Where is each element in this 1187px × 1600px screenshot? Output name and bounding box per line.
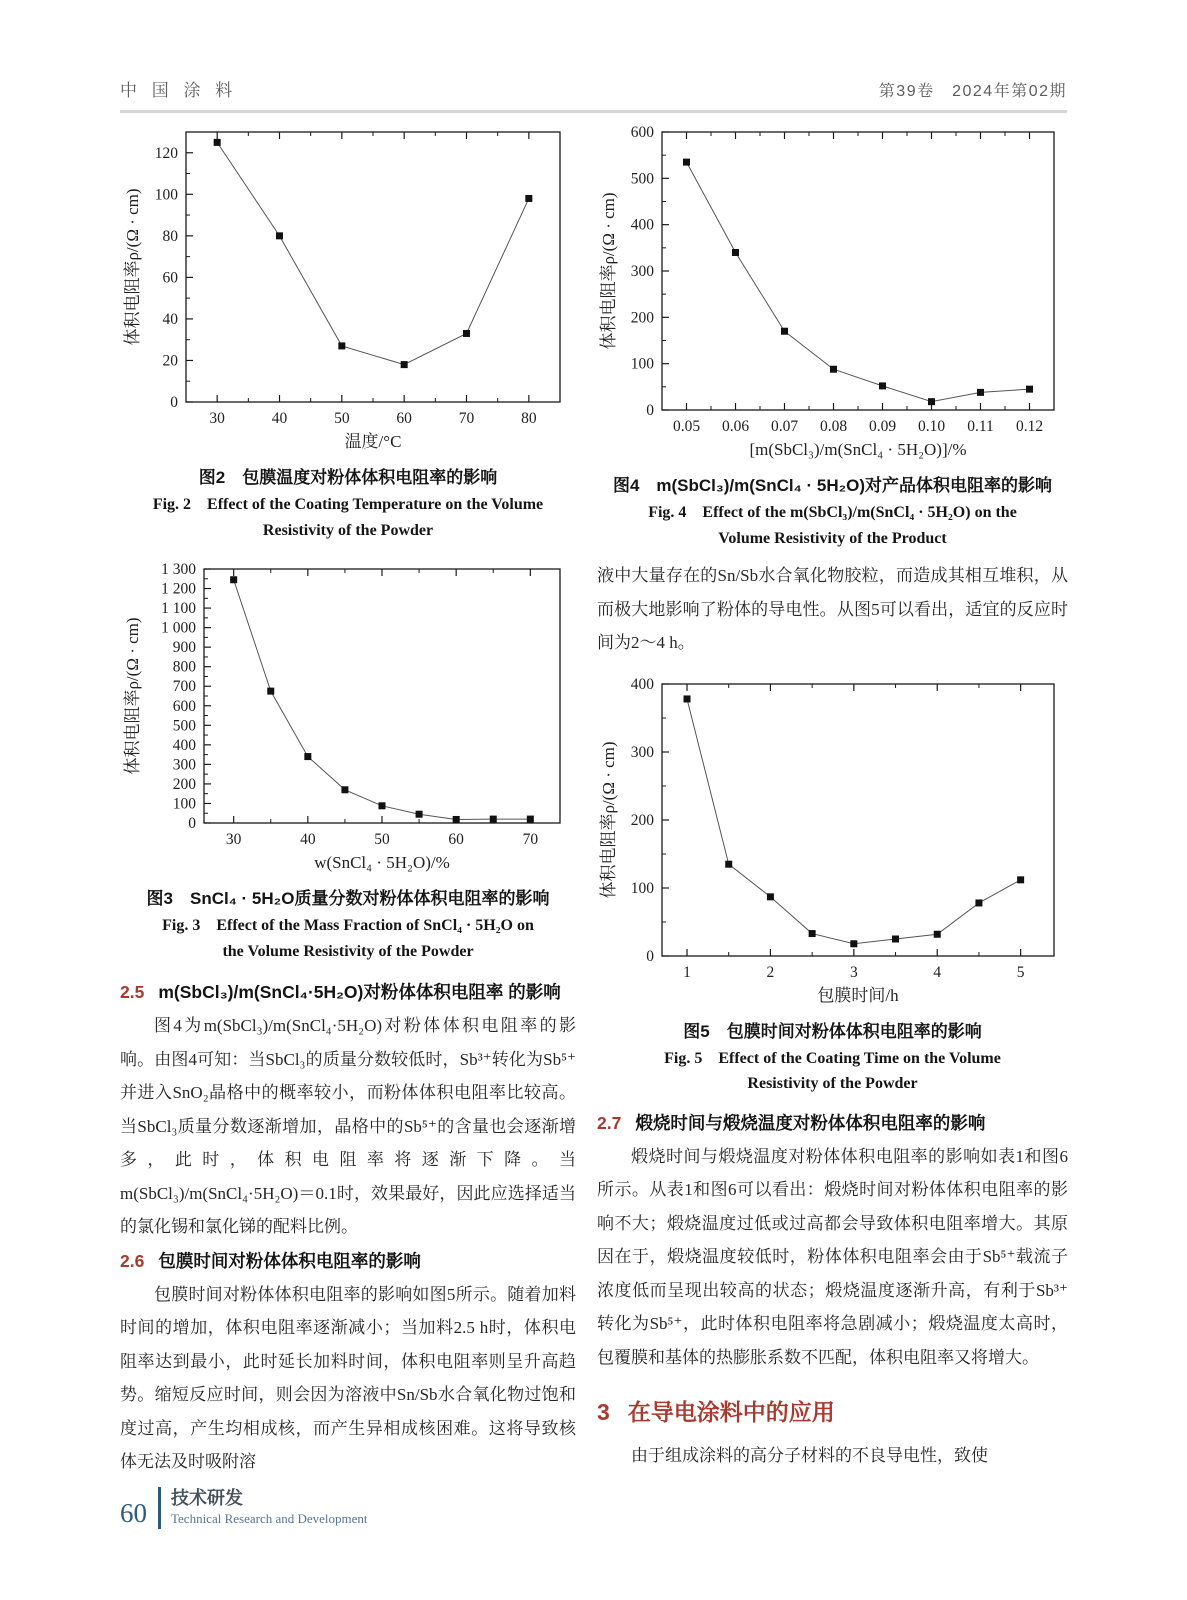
- section-2-6-number: 2.6: [120, 1250, 145, 1271]
- svg-text:0.08: 0.08: [819, 418, 847, 435]
- section-2-5-title: m(SbCl₃)/m(SnCl₄·5H₂O)对粉体体积电阻率 的影响: [158, 982, 561, 1003]
- content-columns: [120, 120, 1068, 1479]
- svg-text:0.10: 0.10: [917, 418, 945, 435]
- svg-text:400: 400: [630, 675, 654, 693]
- svg-text:0.06: 0.06: [721, 418, 749, 435]
- svg-text:300: 300: [630, 263, 654, 280]
- svg-text:30: 30: [225, 831, 242, 849]
- figure-5-caption-en: Fig. 5 Effect of the Coating Time on the Volume Resistivity of the Powder: [664, 1049, 1001, 1093]
- svg-text:500: 500: [172, 717, 196, 735]
- svg-text:1 200: 1 200: [161, 580, 196, 598]
- svg-text:0.12: 0.12: [1015, 418, 1043, 435]
- svg-text:400: 400: [630, 216, 654, 234]
- svg-text:1 300: 1 300: [161, 561, 196, 579]
- page-number: 60: [120, 1497, 147, 1528]
- svg-text:包膜时间/h: 包膜时间/h: [816, 985, 899, 1005]
- svg-text:500: 500: [630, 170, 654, 188]
- svg-text:600: 600: [172, 698, 196, 716]
- figure-4-caption: [597, 472, 1068, 551]
- issue-info: 第39卷 2024年第02期: [878, 83, 1067, 100]
- svg-text:0: 0: [645, 947, 654, 965]
- svg-text:100: 100: [154, 186, 178, 204]
- svg-text:0: 0: [188, 815, 196, 833]
- svg-text:0.11: 0.11: [966, 418, 994, 435]
- svg-text:80: 80: [521, 410, 537, 427]
- svg-text:30: 30: [209, 410, 225, 427]
- svg-text:80: 80: [162, 227, 178, 245]
- svg-text:1: 1: [682, 963, 691, 981]
- svg-text:100: 100: [630, 355, 654, 373]
- section-2-6-heading: [120, 1245, 576, 1278]
- figure-2-caption-en: Fig. 2 Effect of the Coating Temperature on the Volume Resistivity of the Powder: [152, 496, 544, 539]
- section-2-7-title: 煅烧时间与煅烧温度对粉体体积电阻率的影响: [635, 1112, 986, 1133]
- svg-text:300: 300: [630, 743, 654, 761]
- figure-3-caption: [120, 885, 576, 964]
- right-column: [597, 120, 1068, 1479]
- svg-text:60: 60: [448, 831, 464, 849]
- section-3-title: 在导电涂料中的应用: [627, 1399, 835, 1426]
- figure-5-caption: [597, 1018, 1068, 1097]
- figure-4: [597, 120, 1068, 551]
- svg-text:70: 70: [522, 831, 539, 849]
- svg-text:0.09: 0.09: [868, 418, 896, 435]
- svg-text:体积电阻率ρ/(Ω · cm): 体积电阻率ρ/(Ω · cm): [598, 741, 618, 899]
- svg-text:200: 200: [172, 776, 196, 794]
- svg-text:w(SnCl₄ · 5H₂O)/%: w(SnCl₄ · 5H₂O)/%: [314, 853, 450, 873]
- svg-text:40: 40: [300, 831, 316, 849]
- coating-temperature-chart: [122, 120, 574, 456]
- svg-text:700: 700: [172, 678, 196, 696]
- figure-3-caption-zh: 图3 SnCl₄ · 5H₂O质量分数对粉体体积电阻率的影响: [146, 889, 550, 909]
- section-2-6-paragraph: 包膜时间对粉体体积电阻率的影响如图5所示。随着加料时间的增加，体积电阻率逐渐减小；当加料2.5 h时，体积电阻率达到最小，此时延长加料时间，体积电阻率则呈升高趋势。缩短反应时间，则会因为溶液中Sn/Sb水合氧化物过饱和度过高，产生均相成核，而产生异相成核困难。这将导致核体无法及时吸附溶: [120, 1284, 576, 1472]
- section-2-7-heading: [597, 1107, 1068, 1140]
- svg-text:0.07: 0.07: [770, 418, 798, 435]
- svg-text:2: 2: [766, 963, 774, 981]
- figure-2: [120, 120, 576, 543]
- section-3-number: 3: [597, 1399, 610, 1426]
- page-header: [120, 76, 1067, 113]
- figure-3-caption-en: Fig. 3 Effect of the Mass Fraction of SnCl₄ · 5H₂O on the Volume Resistivity of the Powder: [162, 917, 534, 960]
- section-2-5-heading: [120, 976, 576, 1009]
- svg-text:200: 200: [630, 309, 654, 327]
- svg-text:50: 50: [334, 410, 350, 427]
- svg-text:20: 20: [162, 352, 178, 370]
- svg-text:1 000: 1 000: [161, 619, 196, 637]
- svg-text:体积电阻率ρ/(Ω · cm): 体积电阻率ρ/(Ω · cm): [598, 192, 618, 350]
- page-footer: [120, 1487, 368, 1529]
- left-column: [120, 120, 576, 1479]
- mass-ratio-chart: [598, 120, 1068, 464]
- svg-text:3: 3: [849, 963, 858, 981]
- figure-2-caption-zh: 图2 包膜温度对粉体体积电阻率的影响: [198, 468, 498, 487]
- svg-text:5: 5: [1016, 963, 1025, 981]
- figure-3: [120, 557, 576, 964]
- journal-title: 中 国 涂 料: [120, 81, 238, 100]
- svg-text:4: 4: [932, 963, 941, 981]
- svg-text:900: 900: [172, 639, 196, 657]
- svg-text:120: 120: [154, 144, 178, 162]
- figure-4-caption-en: Fig. 4 Effect of the m(SbCl₃)/m(SnCl₄ · 5H₂O) on the Volume Resistivity of the Product: [648, 504, 1017, 547]
- svg-text:50: 50: [374, 831, 390, 849]
- section-3-paragraph: 由于组成涂料的高分子材料的不良导电性，致使: [631, 1446, 988, 1466]
- svg-text:40: 40: [271, 410, 288, 427]
- svg-text:70: 70: [458, 410, 475, 427]
- svg-text:200: 200: [630, 811, 654, 829]
- svg-text:体积电阻率ρ/(Ω · cm): 体积电阻率ρ/(Ω · cm): [123, 617, 142, 775]
- svg-text:100: 100: [630, 879, 654, 897]
- footer-divider: [158, 1487, 161, 1529]
- section-2-7-number: 2.7: [597, 1112, 622, 1133]
- column-name-zh: 技术研发: [171, 1488, 243, 1508]
- svg-text:60: 60: [396, 410, 412, 427]
- svg-text:1 100: 1 100: [161, 600, 196, 618]
- continuation-paragraph: 液中大量存在的Sn/Sb水合氧化物胶粒，而造成其相互堆积，从而极大地影响了粉体的导电性。从图5可以看出，适宜的反应时间为2～4 h。: [597, 566, 1068, 653]
- svg-text:600: 600: [630, 124, 654, 141]
- svg-text:400: 400: [172, 737, 196, 755]
- svg-text:0: 0: [170, 394, 178, 411]
- svg-text:0: 0: [645, 402, 654, 419]
- mass-fraction-chart: [122, 557, 574, 877]
- column-name-en: Technical Research and Development: [171, 1511, 368, 1527]
- svg-text:[m(SbCl₃)/m(SnCl₄ · 5H₂O)]/%: [m(SbCl₃)/m(SnCl₄ · 5H₂O)]/%: [748, 440, 967, 459]
- svg-text:300: 300: [172, 756, 196, 774]
- figure-4-caption-zh: 图4 m(SbCl₃)/m(SnCl₄ · 5H₂O)对产品体积电阻率的影响: [612, 476, 1053, 495]
- figure-2-caption: [120, 464, 576, 543]
- section-2-5-number: 2.5: [120, 982, 145, 1003]
- svg-text:40: 40: [162, 310, 178, 328]
- svg-text:体积电阻率ρ/(Ω · cm): 体积电阻率ρ/(Ω · cm): [123, 188, 142, 346]
- footer-column-name: [171, 1487, 368, 1529]
- figure-5-caption-zh: 图5 包膜时间对粉体体积电阻率的影响: [683, 1021, 982, 1041]
- svg-text:温度/°C: 温度/°C: [344, 432, 402, 451]
- section-2-5-paragraph: 图4为m(SbCl₃)/m(SnCl₄·5H₂O)对粉体体积电阻率的影响。由图4可知：当SbCl₃的质量分数较低时，Sb³⁺转化为Sb⁵⁺并进入SnO₂晶格中的概率较小，而粉体体积电阻率比较高。当SbCl₃质量分数逐渐增加，晶格中的Sb⁵⁺的含量也会逐渐增多，此时，体积电阻率将逐渐下降。当m(SbCl₃)/m(SnCl₄·5H₂O)＝0.1时，效果最好，因此应选择适当的氯化锡和氯化锑的配料比例。: [120, 1016, 576, 1237]
- section-2-7-paragraph: 煅烧时间与煅烧温度对粉体体积电阻率的影响如表1和图6所示。从表1和图6可以看出：煅烧时间对粉体体积电阻率的影响不大；煅烧温度过低或过高都会导致体积电阻率增大。其原因在于，煅烧温度较低时，粉体体积电阻率会由于Sb⁵⁺载流子浓度低而呈现出较高的状态；煅烧温度逐渐升高，有利于Sb³⁺转化为Sb⁵⁺，此时体积电阻率将急剧减小；煅烧温度太高时，包覆膜和基体的热膨胀系数不匹配，体积电阻率又将增大。: [597, 1146, 1068, 1367]
- coating-time-chart: [598, 672, 1068, 1010]
- section-3-heading: [597, 1394, 1068, 1427]
- svg-text:800: 800: [172, 658, 196, 676]
- svg-text:60: 60: [162, 269, 178, 287]
- figure-5: [597, 672, 1068, 1097]
- svg-text:0.05: 0.05: [672, 418, 700, 435]
- svg-text:100: 100: [172, 795, 196, 813]
- section-2-6-title: 包膜时间对粉体体积电阻率的影响: [158, 1250, 421, 1271]
